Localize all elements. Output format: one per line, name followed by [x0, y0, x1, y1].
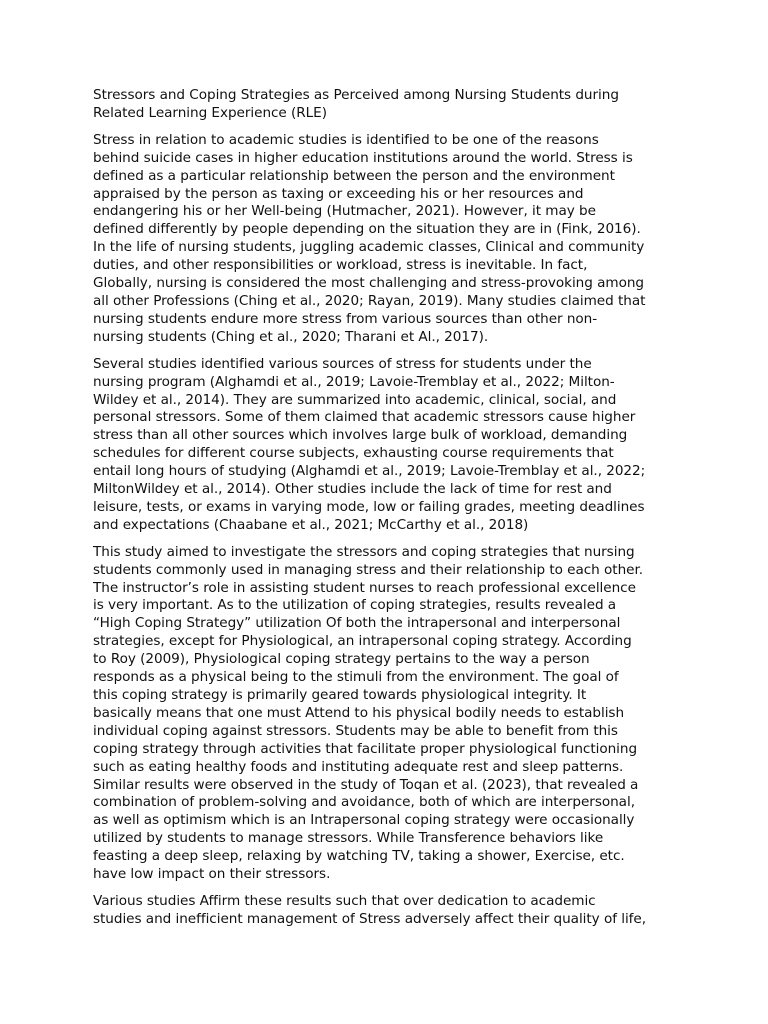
paragraph-various-studies: Various studies Affirm these results such that over dedication to academic studies and inefficient management of Stress adversely affect their quality of life, — [93, 892, 646, 927]
document-title: Stressors and Coping Strategies as Perceived among Nursing Students during Related Learning Experience (RLE) — [93, 87, 619, 121]
paragraph-intro: Stress in relation to academic studies is identified to be one of the reasons behind suicide cases in higher education institutions around the world. Stress is defined as a particular relationship between the person and the environment appraised by the person as taxing or exceeding his or her resources and endangering his or her Well-being (Hutmacher, 2021). However, it may be defined differently by people depending on the situation they are in (Fink, 2016). In the life of nursing students, juggling academic classes, Clinical and community duties, and other responsibilities or workload, stress is inevitable. In fact, Globally, nursing is considered the most challenging and stress-provoking among all other Professions (Ching et al., 2020; Rayan, 2019). Many studies claimed that nursing students endure more stress from various sources than other non- nursing students (Ching et al., 2020; Tharani et Al., 2017). — [93, 131, 646, 345]
paragraph-sources-of-stress: Several studies identified various sources of stress for students under the nursing program (Alghamdi et al., 2019; Lavoie-Tremblay et al., 2022; Milton- Wildey et al., 2014). They are summarized into academic, clinical, social, and personal stressors. Some of them claimed that academic stressors cause higher stress than all other sources which involves large bulk of workload, demanding schedules for different course subjects, exhausting course requirements that entail long hours of studying (Alghamdi et al., 2019; Lavoie-Tremblay et al., 2022; MiltonWildey et al., 2014). Other studies include the lack of time for rest and leisure, tests, or exams in varying mode, low or failing grades, meeting deadlines and expectations (Chaabane et al., 2021; McCarthy et al., 2018) — [93, 355, 646, 533]
document-page — [93, 87, 677, 938]
paragraph-study-aim: This study aimed to investigate the stressors and coping strategies that nursing students commonly used in managing stress and their relationship to each other. The instructor’s role in assisting student nurses to reach professional excellence is very important. As to the utilization of coping strategies, results revealed a “High Coping Strategy” utilization Of both the intrapersonal and interpersonal strategies, except for Physiological, an intrapersonal coping strategy. According to Roy (2009), Physiological coping strategy pertains to the way a person responds as a physical being to the stimuli from the environment. The goal of this coping strategy is primarily geared towards physiological integrity. It basically means that one must Attend to his physical bodily needs to establish individual coping against stressors. Students may be able to benefit from this coping strategy through activities that facilitate proper physiological functioning such as eating healthy foods and instituting adequate rest and sleep patterns. Similar results were observed in the study of Toqan et al. (2023), that revealed a combination of problem-solving and avoidance, both of which are interpersonal, as well as optimism which is an Intrapersonal coping strategy were occasionally utilized by students to manage stressors. While Transference behaviors like feasting a deep sleep, relaxing by watching TV, taking a shower, Exercise, etc. have low impact on their stressors. — [93, 543, 644, 883]
